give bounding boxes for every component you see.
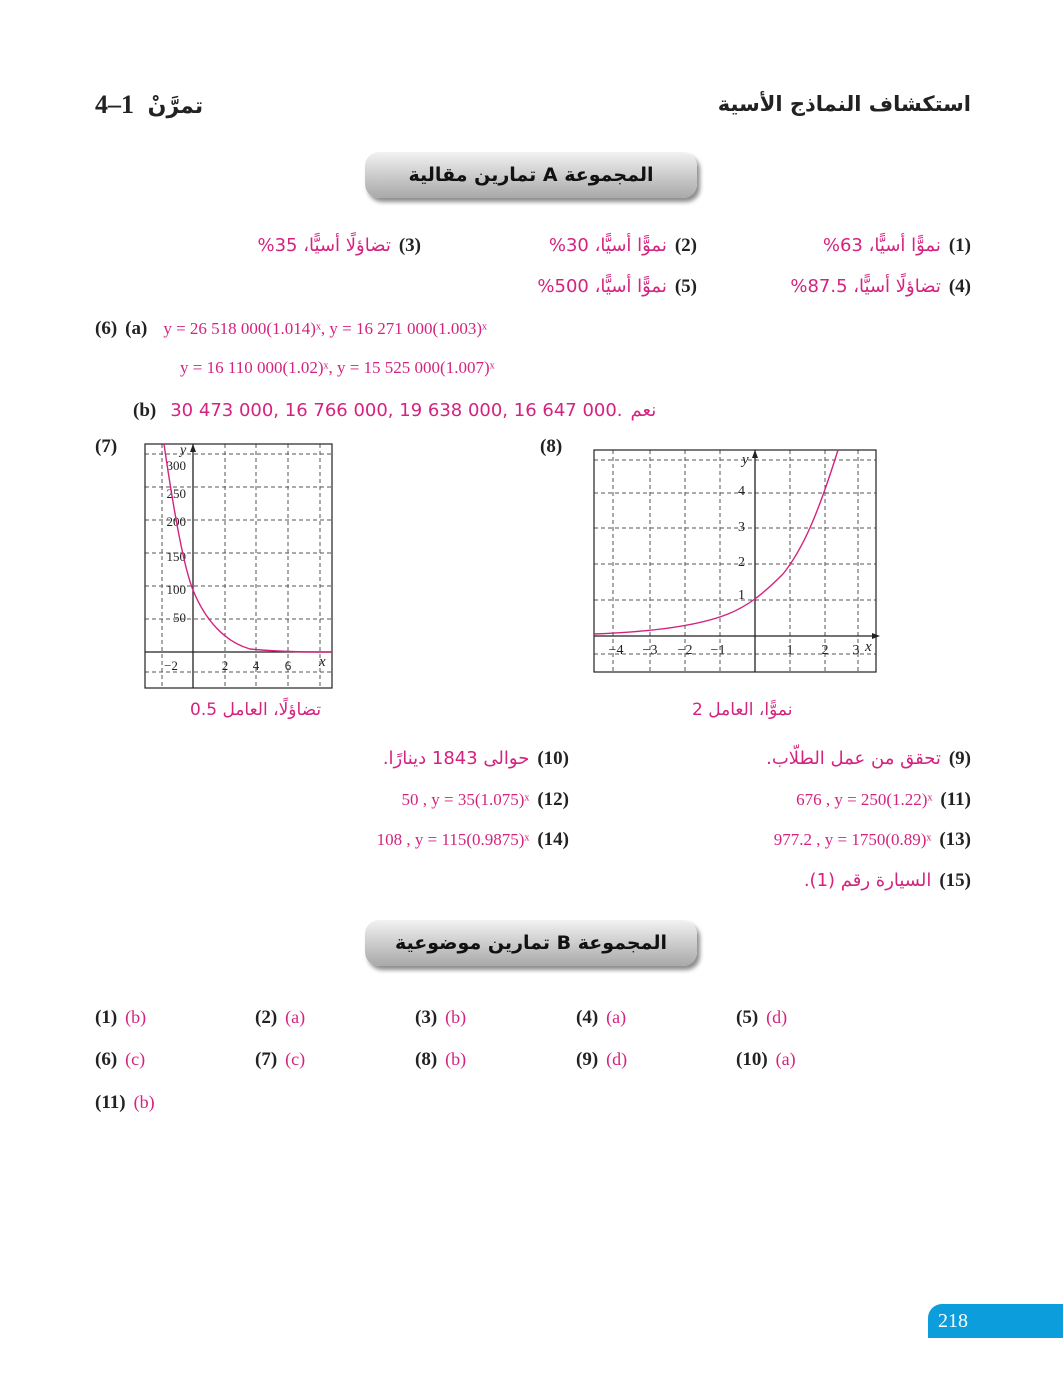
graph-8-y-tick: 4 [738, 484, 745, 499]
item-answer: 676 , y = 250(1.22)ˣ [796, 790, 933, 809]
group-a-item-15 [804, 870, 971, 892]
item-number: (3) [398, 235, 421, 256]
item-number: (7) [255, 1049, 278, 1070]
values: 30 473 000, 16 766 000, 19 638 000, 16 647 000. [170, 400, 623, 421]
item-answer: (b) [445, 1049, 467, 1069]
group-b-answer [415, 1007, 466, 1029]
graph-8-y-tick: 1 [738, 588, 745, 603]
graph-8-x-tick: 1 [786, 643, 794, 658]
graph-7-x-tick: 6 [284, 658, 292, 673]
graph-7-y-label: y [180, 443, 187, 458]
group-a-item-13 [774, 829, 971, 851]
item-number: (2) [255, 1007, 278, 1028]
item-answer: 108 , y = 115(0.9875)ˣ [376, 830, 530, 849]
item-number: (4) [576, 1007, 599, 1028]
graph-7 [140, 440, 340, 692]
graph-7-x-tick: 2 [221, 658, 229, 673]
group-a-item-3 [258, 235, 422, 257]
graph-8-grid [594, 450, 876, 672]
item-number: (2) [674, 235, 697, 256]
group-a-item-12 [402, 789, 569, 811]
graph-7-y-tick: 150 [166, 549, 186, 564]
item-number: (1) [948, 235, 971, 256]
equation-line-2: y = 16 110 000(1.02)ˣ, y = 15 525 000(1.007)ˣ [180, 358, 495, 377]
item-number: (5) [674, 276, 697, 297]
graph-8-y-tick: 3 [738, 520, 745, 535]
item-answer: (d) [766, 1007, 788, 1027]
item-number: (4) [948, 276, 971, 297]
graph-7-x-tick: 4 [252, 658, 260, 673]
item-answer: نموًّا أسيًّا، 500% [537, 276, 667, 297]
group-a-item-1 [823, 235, 971, 257]
graph-8-x-tick: −4 [608, 643, 624, 658]
group-a-item-14 [377, 829, 569, 851]
graph-7-caption: تضاؤلًا، العامل 0.5 [190, 700, 322, 720]
graph-8-x-tick: 3 [852, 643, 860, 658]
group-b-answer [95, 1092, 155, 1114]
item-answer: نموًّا أسيًّا، 63% [822, 235, 941, 256]
group-b-answer [576, 1049, 627, 1071]
group-b-answer [255, 1007, 305, 1029]
group-b-answer [576, 1007, 626, 1029]
item-number: (14) [537, 829, 569, 850]
part-label: (a) [125, 318, 148, 339]
graph-8-x-tick: 2 [821, 643, 829, 658]
graph-7-y-tick: 300 [166, 458, 186, 473]
item-number: (15) [939, 870, 971, 891]
item-answer: تضاؤلًا أسيًّا، 87.5% [790, 276, 941, 297]
item-number: (9) [576, 1049, 599, 1070]
item-number: (3) [415, 1007, 438, 1028]
practice-number: 4–1 [95, 90, 134, 119]
item-answer: (a) [285, 1007, 306, 1027]
group-b-answer [95, 1049, 145, 1071]
group-a-item-11 [796, 789, 971, 811]
item-answer: (c) [285, 1049, 306, 1069]
part-label: (b) [133, 400, 157, 421]
question-8-number: (8) [540, 436, 563, 457]
group-b-banner [365, 920, 697, 966]
group-b-answer [95, 1007, 146, 1029]
graph-8-y-label: y [742, 452, 749, 468]
group-b-answer [736, 1049, 796, 1071]
item-number: (11) [940, 789, 971, 810]
item-answer: (b) [125, 1007, 147, 1027]
graph-8-curve [594, 450, 838, 634]
group-a-item-10 [383, 748, 569, 770]
item-answer: (a) [606, 1007, 627, 1027]
graph-8-caption: نموًّا، العامل 2 [692, 700, 793, 720]
graph-8-x-tick: −2 [677, 643, 693, 658]
item-answer: (a) [775, 1049, 796, 1069]
item-number: (10) [736, 1049, 768, 1070]
group-a-item-4 [790, 276, 971, 298]
item-answer: حوالى 1843 دينارًا. [382, 748, 530, 769]
group-a-banner [365, 152, 697, 198]
item-answer: تضاؤلًا أسيًّا، 35% [257, 235, 391, 256]
graph-7-curve [164, 444, 332, 652]
graph-7-y-tick: 100 [166, 582, 186, 597]
item-number: (6) [95, 318, 118, 339]
item-number: (9) [948, 748, 971, 769]
item-number: (10) [537, 748, 569, 769]
graph-7-x-label: x [319, 654, 326, 670]
graph-8 [588, 444, 883, 678]
item-number: (13) [939, 829, 971, 850]
item-number: (12) [537, 789, 569, 810]
question-6-b [133, 400, 656, 422]
group-b-answer [736, 1007, 787, 1029]
question-6-a [95, 318, 487, 340]
page-number: 218 [938, 1310, 968, 1332]
yes-word: نعم [630, 400, 657, 421]
graph-8-x-tick: −1 [710, 643, 726, 658]
question-7-number: (7) [95, 436, 118, 457]
question-6-a-line-2 [180, 358, 495, 378]
item-answer: (b) [445, 1007, 467, 1027]
chapter-title: استكشاف النماذج الأسية [717, 92, 971, 116]
group-b-answer [255, 1049, 305, 1071]
group-a-item-2 [549, 235, 697, 257]
item-number: (1) [95, 1007, 118, 1028]
item-answer: نموًّا أسيًّا، 30% [548, 235, 667, 256]
item-number: (5) [736, 1007, 759, 1028]
item-number: (11) [95, 1092, 126, 1113]
practice-word: تمرَّنْ [147, 94, 204, 119]
graph-8-x-label: x [865, 639, 872, 655]
group-b-answer [415, 1049, 466, 1071]
graph-8-x-tick: −3 [642, 643, 658, 658]
item-answer: تحقق من عمل الطلّاب. [766, 748, 941, 769]
equation-line-1: y = 26 518 000(1.014)ˣ, y = 16 271 000(1.003)ˣ [163, 319, 487, 338]
item-answer: (c) [125, 1049, 146, 1069]
graph-7-y-tick: 250 [166, 486, 186, 501]
item-answer: السيارة رقم (1). [803, 870, 932, 891]
graph-8-y-tick: 2 [738, 555, 745, 570]
graph-7-y-tick: 200 [166, 514, 186, 529]
item-number: (6) [95, 1049, 118, 1070]
item-answer: 977.2 , y = 1750(0.89)ˣ [773, 830, 932, 849]
item-number: (8) [415, 1049, 438, 1070]
item-answer: (b) [133, 1092, 155, 1112]
page-number-tab [928, 1304, 1063, 1338]
graph-7-x-tick: −2 [164, 658, 178, 673]
practice-title [95, 90, 203, 120]
group-a-item-5 [537, 276, 697, 298]
group-a-title: المجموعة A تمارين مقالية [408, 164, 654, 186]
item-answer: 50 , y = 35(1.075)ˣ [401, 790, 530, 809]
group-a-item-9 [766, 748, 971, 770]
graph-7-y-tick: 50 [173, 610, 186, 625]
group-b-title: المجموعة B تمارين موضوعية [395, 932, 667, 954]
item-answer: (d) [606, 1049, 628, 1069]
